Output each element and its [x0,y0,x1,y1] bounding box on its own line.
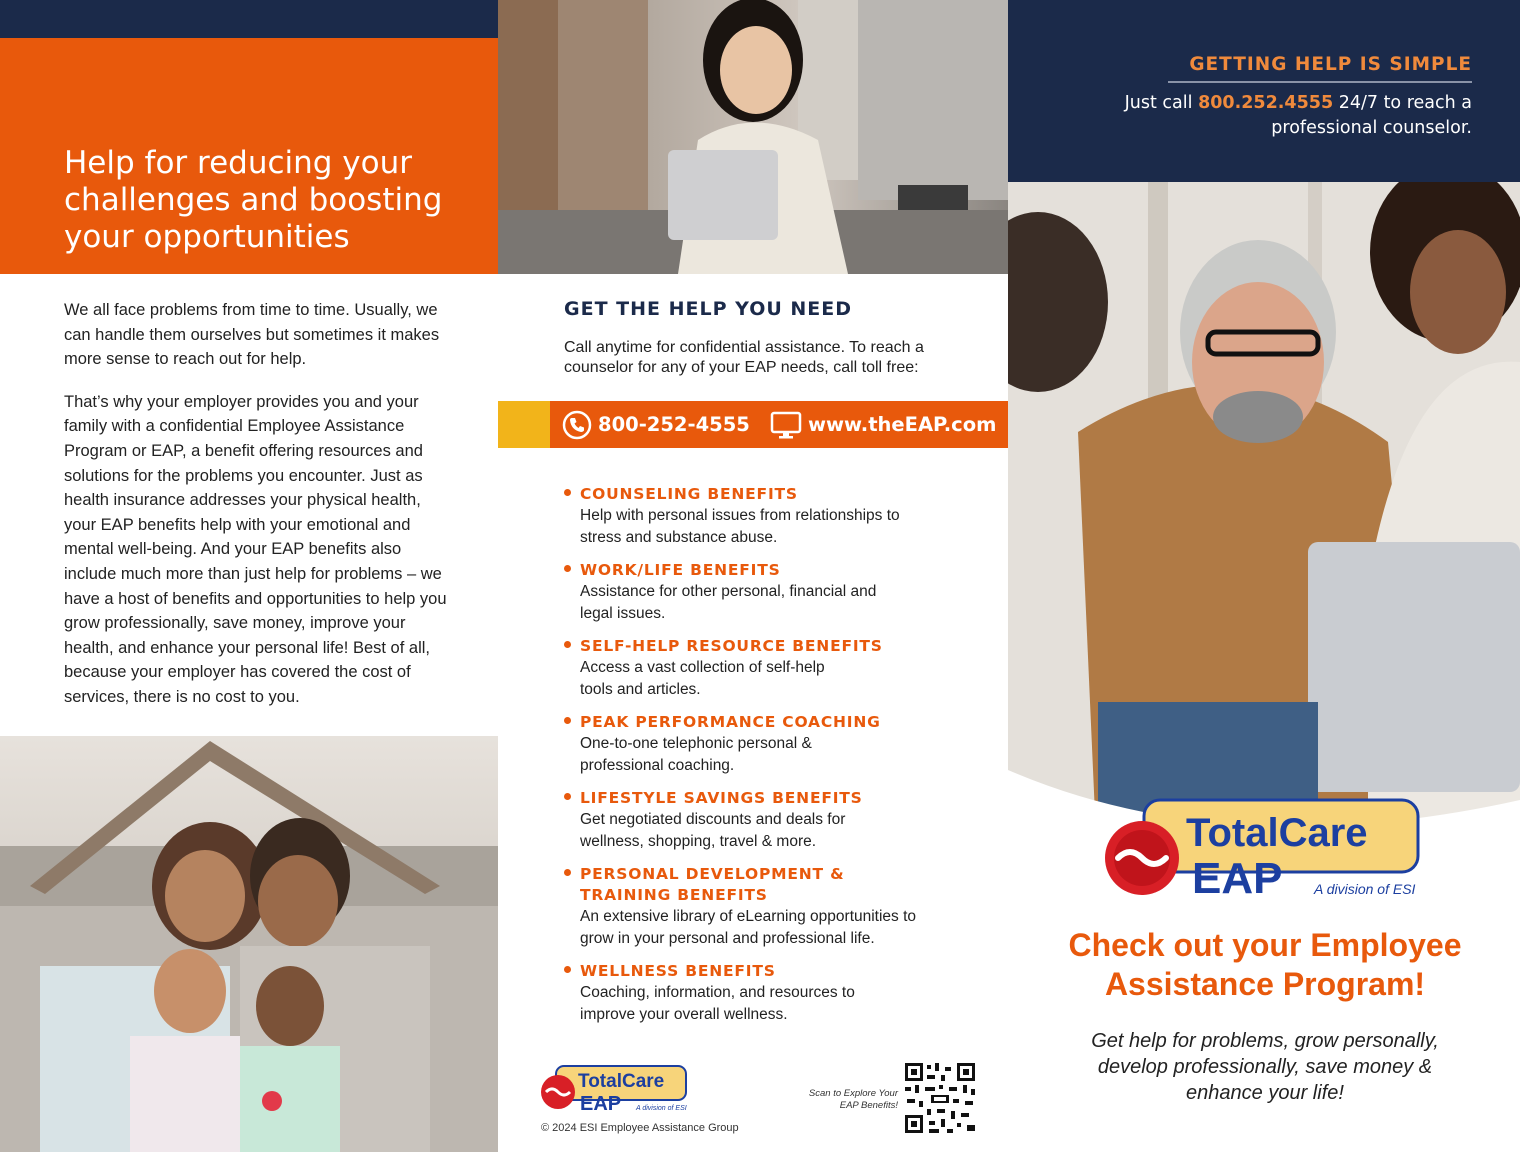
bullet-icon [564,793,571,800]
benefit-title: SELF-HELP RESOURCE BENEFITS [580,637,883,655]
benefit-title: COUNSELING BENEFITS [580,485,798,503]
phone-icon [562,410,592,440]
qr-code-icon[interactable] [903,1061,977,1135]
getting-help-post: 24/7 to reach a professional counselor. [1271,93,1472,138]
benefit-description: Access a vast collection of self-help tools and articles. [580,659,825,698]
getting-help-number[interactable]: 800.252.4555 [1198,93,1334,113]
cta-title: Check out your Employee Assistance Program! [1068,927,1462,1002]
benefit-title: PEAK PERFORMANCE COACHING [580,713,881,731]
getting-help-text [1120,91,1472,141]
benefit-description: Help with personal issues from relationships to stress and substance abuse. [580,507,900,546]
benefit-description: One-to-one telephonic personal & professional coaching. [580,735,812,774]
benefit-title: PERSONAL DEVELOPMENT & TRAINING BENEFITS [580,865,845,904]
copyright-text: © 2024 ESI Employee Assistance Group [541,1122,739,1134]
svg-text:A division of ESI: A division of ESI [636,1105,687,1112]
list-item [564,788,964,852]
list-item [564,712,964,776]
intro-paragraph-1: We all face problems from time to time. Usually, we can handle them ourselves but sometimes it makes more sense to reach out for help. [64,301,440,369]
divider [1168,81,1472,83]
headline: Help for reducing your challenges and boosting your opportunities [64,145,443,255]
benefit-title: WELLNESS BENEFITS [580,962,776,980]
bullet-icon [564,641,571,648]
benefits-list [564,484,964,1037]
small-totalcare-logo [538,1064,690,1116]
svg-text:TotalCare: TotalCare [578,1071,665,1092]
benefit-title: LIFESTYLE SAVINGS BENEFITS [580,789,863,807]
list-item [564,864,964,949]
logo-tagline: A division of ESI [1314,881,1416,897]
phone-link[interactable] [562,401,750,448]
logo-line2: EAP [1192,854,1283,900]
website-link[interactable] [770,401,996,448]
intro-text [64,298,454,728]
bullet-icon [564,717,571,724]
computer-icon [770,410,802,440]
scan-caption: Scan to Explore Your EAP Benefits! [808,1088,898,1111]
get-help-intro: Call anytime for confidential assistance. To reach a counselor for any of your EAP needs, call toll free: [564,339,924,376]
bullet-icon [564,966,571,973]
list-item [564,560,964,624]
bullet-icon [564,869,571,876]
benefit-description: Assistance for other personal, financial and legal issues. [580,583,877,622]
totalcare-eap-logo [1104,796,1424,900]
benefit-description: An extensive library of eLearning opportunities to grow in your personal and professional life. [580,908,917,947]
list-item [564,961,964,1025]
bullet-icon [564,489,571,496]
list-item [564,484,964,548]
benefit-title: WORK/LIFE BENEFITS [580,561,781,579]
phone-number: 800-252-4555 [598,413,750,436]
intro-paragraph-2: That’s why your employer provides you and your family with a confidential Employee Assistance Program or EAP, a benefit offering resources and solutions for the problems you encounter. Just as health insurance addresses your physical health, your EAP benefits help with your emotional and mental well-being. And your EAP benefits also include much more than just help for problems – we have a host of benefits and opportunities to help you grow professionally, save money, improve your health, and enhance your personal life! Best of all, because your employer has covered the cost of services, there is no cost to you. [64,392,447,706]
getting-help-title: GETTING HELP IS SIMPLE [1189,54,1472,75]
website-url: www.theEAP.com [808,413,997,436]
top-navy-bar [0,0,498,38]
bullet-icon [564,565,571,572]
contact-bar-accent [498,401,550,448]
cta-subtitle: Get help for problems, grow personally, develop professionally, save money & enhance your life! [1091,1030,1439,1104]
benefit-description: Coaching, information, and resources to improve your overall wellness. [580,984,855,1023]
getting-help-pre: Just call [1124,93,1199,113]
woman-on-phone-photo [498,0,1008,274]
logo-line1: TotalCare [1186,811,1368,855]
benefit-description: Get negotiated discounts and deals for wellness, shopping, travel & more. [580,811,846,850]
get-help-title: GET THE HELP YOU NEED [564,298,853,320]
svg-text:EAP: EAP [580,1093,622,1115]
list-item [564,636,964,700]
family-photo [0,736,498,1152]
